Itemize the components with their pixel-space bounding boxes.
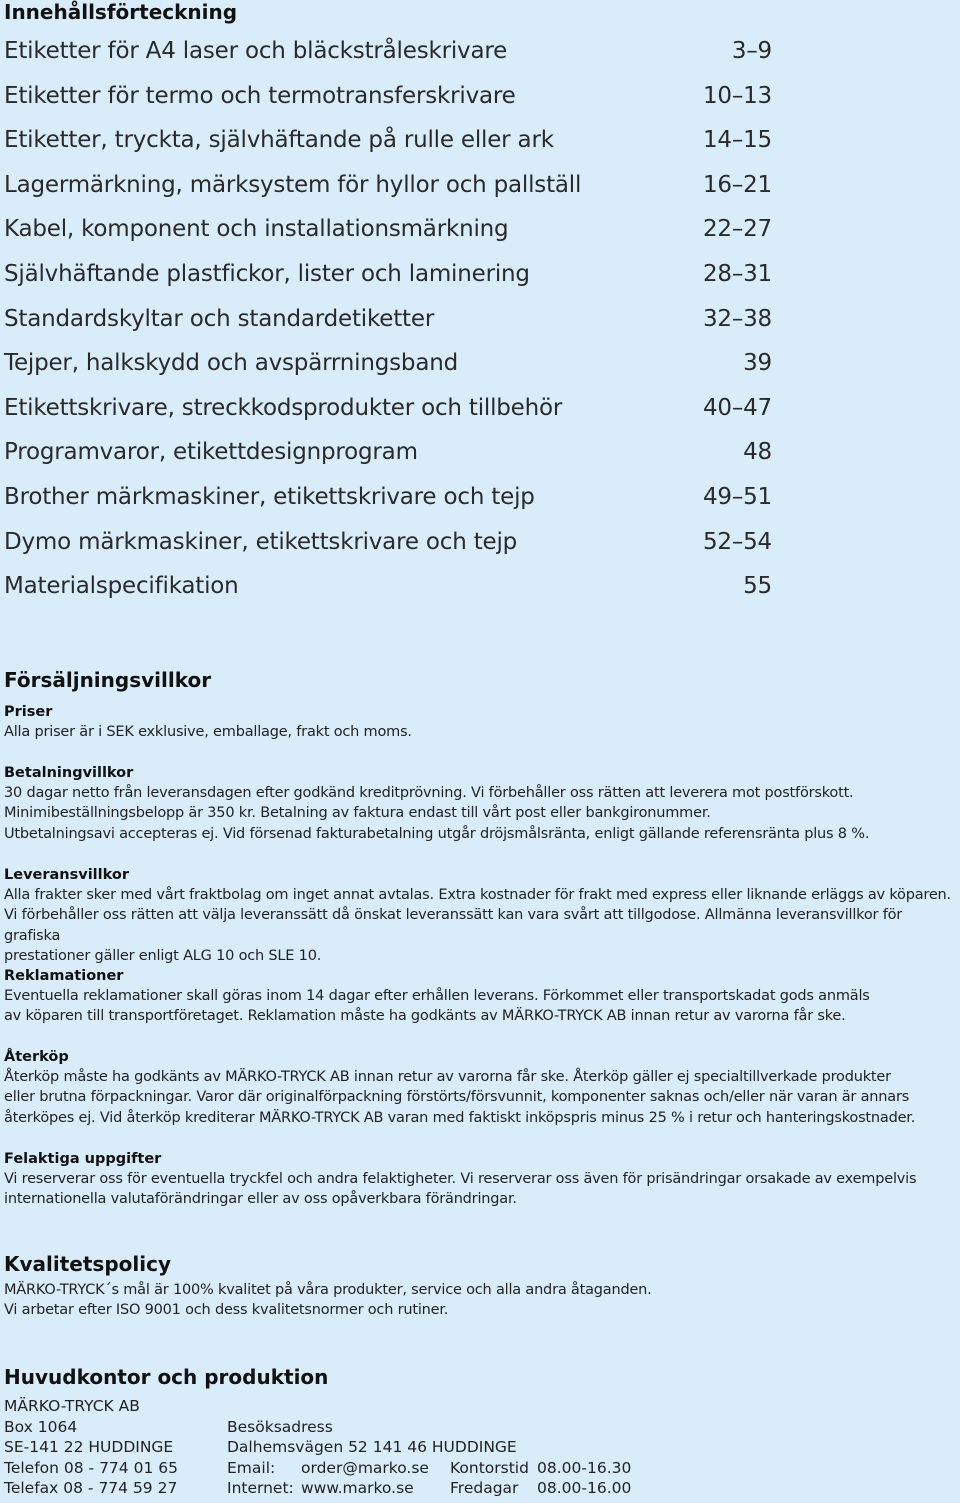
- prices-heading: Priser: [4, 704, 53, 720]
- friday-hours-label: Fredagar: [450, 1479, 519, 1498]
- sales-terms-title: Försäljningsvillkor: [4, 668, 212, 692]
- toc-label: Programvaror, etikettdesignprogram: [4, 439, 418, 466]
- returns-heading: Återköp: [4, 1049, 69, 1065]
- toc-label: Etiketter för A4 laser och bläckstråleskrivare: [4, 38, 508, 64]
- toc-label: Etiketter, tryckta, självhäftande på rulle eller ark: [4, 127, 554, 154]
- contact-title: Huvudkontor och produktion: [4, 1365, 329, 1389]
- office-hours-label: Kontorstid: [450, 1458, 529, 1477]
- quality-title: Kvalitetspolicy: [4, 1252, 171, 1276]
- toc-row: [4, 484, 772, 529]
- toc-pages: 10–13: [702, 82, 772, 109]
- toc-label: Etikettskrivare, streckkodsprodukter och tillbehör: [4, 394, 563, 421]
- toc-pages: 28–31: [702, 260, 772, 287]
- sales-terms-section: [4, 668, 959, 692]
- returns-text: eller brutna förpackningar. Varor där originalförpackning förstörts/försvunnit, komponenter saknas och/eller när varan är annars: [4, 1089, 910, 1106]
- visit-address: Dalhemsvägen 52 141 46 HUDDINGE: [227, 1438, 517, 1457]
- toc-row: [4, 83, 772, 128]
- toc-pages: 52–54: [702, 528, 772, 555]
- complaints-heading: Reklamationer: [4, 968, 124, 984]
- toc-row: [4, 216, 772, 261]
- toc-label: Dymo märkmaskiner, etikettskrivare och tejp: [4, 528, 518, 555]
- toc-row: [4, 261, 772, 306]
- errors-text: Vi reserverar oss för eventuella tryckfel och andra felaktigheter. Vi reserverar oss även för prisändringar orsakade av exempelvis: [4, 1171, 917, 1187]
- toc-row: [4, 573, 772, 618]
- table-of-contents: [4, 38, 772, 618]
- quality-block: [4, 1252, 959, 1321]
- delivery-text: Alla frakter sker med vårt fraktbolag om inget annat avtalas. Extra kostnader för frakt med express eller liknande erläggs av köparen.: [4, 887, 951, 903]
- delivery-heading: Leveransvillkor: [4, 867, 129, 883]
- friday-hours: 08.00-16.00: [537, 1479, 632, 1498]
- toc-row: [4, 127, 772, 172]
- toc-label: Självhäftande plastfickor, lister och laminering: [4, 260, 530, 287]
- toc-row: [4, 529, 772, 574]
- toc-row: [4, 395, 772, 440]
- toc-pages: 55: [743, 573, 772, 600]
- toc-pages: 40–47: [702, 394, 772, 421]
- toc-pages: 3–9: [731, 38, 772, 64]
- toc-pages: 22–27: [702, 216, 772, 243]
- postal-address: SE-141 22 HUDDINGE: [4, 1438, 174, 1457]
- visit-label: Besöksadress: [227, 1417, 333, 1436]
- complaints-text: av köparen till transportföretaget. Reklamation måste ha godkänts av MÄRKO-TRYCK AB innan retur av varorna får ske.: [4, 1008, 846, 1025]
- toc-label: Materialspecifikation: [4, 573, 239, 600]
- quality-text: Vi arbetar efter ISO 9001 och dess kvalitetsnormer och rutiner.: [4, 1302, 449, 1319]
- payment-text: Minimibeställningsbelopp är 350 kr. Betalning av faktura endast till vårt post eller bankgironummer.: [4, 805, 711, 822]
- toc-title: Innehållsförteckning: [4, 0, 238, 24]
- delivery-text: Vi förbehåller oss rätten att välja leveranssätt då önskat leveranssätt kan vara svårt att tillgodose. Allmänna leveransvillkor för grafiska: [4, 907, 903, 944]
- errors-heading: Felaktiga uppgifter: [4, 1151, 162, 1167]
- toc-row: [4, 38, 772, 83]
- complaints-block: [4, 966, 959, 1027]
- toc-label: Kabel, komponent och installationsmärkning: [4, 216, 509, 243]
- toc-label: Tejper, halkskydd och avspärrningsband: [4, 350, 458, 377]
- company-name: MÄRKO-TRYCK AB: [4, 1397, 140, 1415]
- returns-block: [4, 1047, 959, 1128]
- returns-text: Återköp måste ha godkänts av MÄRKO-TRYCK AB innan retur av varorna får ske. Återköp gäller ej specialtillverkade produkter: [4, 1069, 891, 1085]
- email-label: Email:: [227, 1458, 276, 1477]
- toc-label: Etiketter för termo och termotransferskrivare: [4, 82, 516, 109]
- website-link[interactable]: www.marko.se: [301, 1479, 414, 1498]
- toc-pages: 16–21: [702, 171, 772, 198]
- email-link[interactable]: order@marko.se: [301, 1458, 429, 1477]
- internet-label: Internet:: [227, 1479, 294, 1498]
- errors-text: internationella valutaförändringar eller av oss opåverkbara förändringar.: [4, 1191, 517, 1208]
- payment-block: [4, 763, 959, 844]
- toc-pages: 49–51: [702, 483, 772, 510]
- complaints-text: Eventuella reklamationer skall göras inom 14 dagar efter erhållen leverans. Förkommet eller transportskadat gods anmäls: [4, 988, 870, 1004]
- payment-text: Utbetalningsavi accepteras ej. Vid försenad fakturabetalning utgår dröjsmålsränta, enligt gällande referensränta plus 8 %.: [4, 825, 870, 842]
- toc-pages: 48: [743, 439, 772, 466]
- toc-row: [4, 350, 772, 395]
- fax-number: Telefax 08 - 774 59 27: [4, 1479, 178, 1498]
- contact-title-block: [4, 1365, 959, 1389]
- delivery-text: prestationer gäller enligt ALG 10 och SLE 10.: [4, 947, 322, 964]
- delivery-block: [4, 865, 959, 966]
- toc-pages: 32–38: [702, 305, 772, 332]
- toc-label: Brother märkmaskiner, etikettskrivare och tejp: [4, 483, 535, 510]
- prices-block: [4, 702, 959, 742]
- phone-number: Telefon 08 - 774 01 65: [4, 1458, 178, 1477]
- quality-text: MÄRKO-TRYCK´s mål är 100% kvalitet på våra produkter, service och alla andra åtaganden.: [4, 1282, 652, 1298]
- returns-text: återköpes ej. Vid återköp krediterar MÄRKO-TRYCK AB varan med faktiskt inköpspris minus 25 % i retur och hanteringskostnader.: [4, 1109, 916, 1126]
- errors-block: [4, 1149, 959, 1210]
- toc-row: [4, 306, 772, 351]
- toc-pages: 39: [743, 350, 772, 377]
- toc-label: Lagermärkning, märksystem för hyllor och pallställ: [4, 171, 582, 198]
- office-hours: 08.00-16.30: [537, 1458, 632, 1477]
- payment-text: 30 dagar netto från leveransdagen efter godkänd kreditprövning. Vi förbehåller oss rätten att leverera mot postförskott.: [4, 785, 854, 801]
- toc-row: [4, 439, 772, 484]
- prices-text: Alla priser är i SEK exklusive, emballage, frakt och moms.: [4, 724, 412, 740]
- toc-label: Standardskyltar och standardetiketter: [4, 305, 435, 332]
- postal-box: Box 1064: [4, 1417, 78, 1436]
- toc-pages: 14–15: [702, 127, 772, 154]
- payment-heading: Betalningvillkor: [4, 765, 134, 781]
- toc-row: [4, 172, 772, 217]
